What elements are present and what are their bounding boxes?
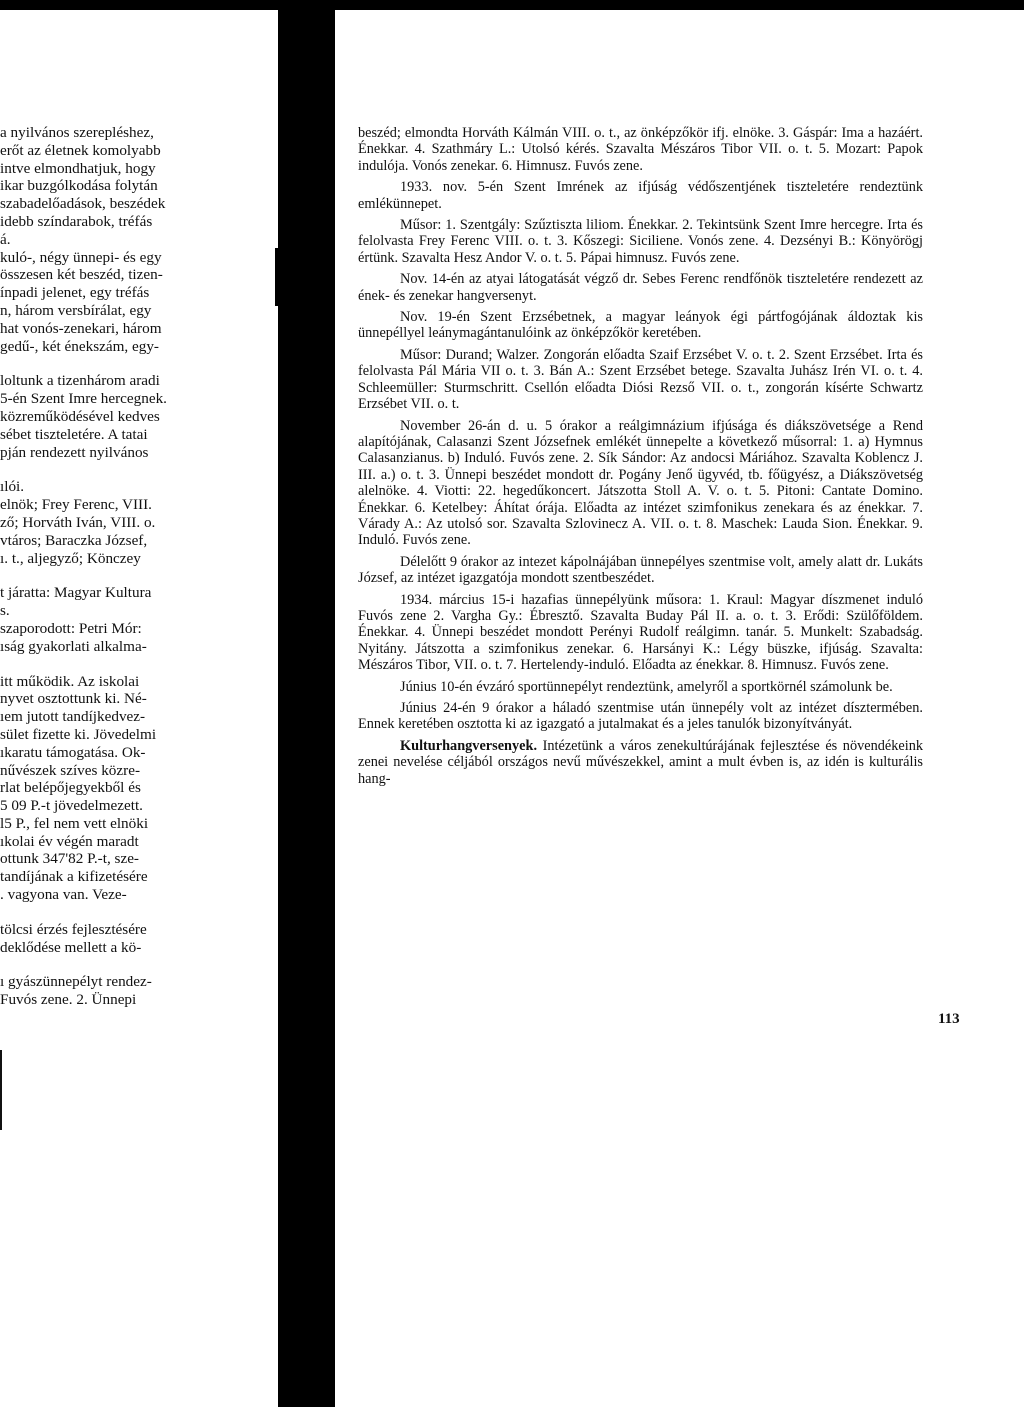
blank-line — [0, 567, 285, 584]
paragraph-text: Intézetünk a város zenekultúrájának fejlesztése és növendékeink zenei nevelése céljából országos nevű művészekkel, amint a mult évben is, az idén is kulturális hang- — [358, 737, 923, 787]
text-line: n, három versbírálat, egy — [0, 301, 152, 319]
left-page-text — [0, 124, 285, 1009]
text-line: vtáros; Baraczka József, — [0, 531, 148, 549]
paragraph: Műsor: Durand; Walzer. Zongorán előadta Szaif Erzsébet V. o. t. 2. Szent Erzsébet. Irta és felolvasta Pál Mária VII o. t. 3. Bán A.: Szent Erzsébet betege. Szavalta Juhász Irén VI. o. t. 4. Schleemüller: Sturmschritt. Csellón előadta Diósi Rezső VII. o. t., zongorán kísérte Schwartz Erzsébet VII. o. t. — [358, 346, 923, 413]
blank-line — [0, 956, 285, 973]
text-line: ıem jutott tandíjkedvez- — [0, 708, 146, 726]
text-line: ikar buzgólkodása folytán — [0, 177, 158, 195]
text-line: l5 P., fel nem vett elnöki — [0, 814, 149, 832]
paragraph: Nov. 19-én Szent Erzsébetnek, a magyar leányok égi pártfogójának áldoztak kis ünnepéllyel leánymagántanulóink az önképzőkör keretében. — [358, 309, 923, 342]
blank-line — [0, 904, 285, 921]
text-line: 5 09 P.-t jövedelmezett. — [0, 797, 143, 815]
text-line: ottunk 347'82 P.-t, sze- — [0, 850, 139, 868]
page-number: 113 — [938, 1011, 960, 1027]
left-page — [0, 0, 278, 1407]
text-line: ínpadi jelenet, egy tréfás — [0, 284, 150, 302]
text-line: 5-én Szent Imre hercegnek. — [0, 390, 167, 408]
text-line: ı. t., aljegyző; Könczey — [0, 549, 141, 567]
paragraph: November 26-án d. u. 5 órakor a reálgimnázium ifjúsága és diákszövetsége a Rend alapítójának, Calasanzi Szent Józsefnek emlékét ünnepelte a következő műsorral: 1. a) Hymnus Calasanzianus. b) Induló. Fuvós zene. 2. Sík Sándor: Az andocsi Máriához. Szavalta Koblencz J. III. a.) o. t. 3. Ünnepi beszédet mondott dr. Pogány Jenő ügyvéd, tb. főügyész, a Diákszövetség alelnöke. 4. Viotti: 22. hegedűkoncert. Játszotta Stoll A. V. o. t. 5. Pitoni: Cantate Domino. Énekkar. 6. Ketelbey: Áhítat órája. Előadta az intézet szimfonikus zenekara és az énekkar. 7. Várady A.: Az utolsó sor. Szavalta Szlovinecz A. VII. o. t. 8. Maschek: Lauda Sion. Énekkar. 9. Induló. Fuvós zene. — [358, 417, 923, 549]
paragraph: Műsor: 1. Szentgály: Szűztiszta liliom. Énekkar. 2. Tekintsünk Szent Imre hercegre. Irta és felolvasta Frey Ferenc VIII. o. t. 3. Kőszegi: Siciliene. Vonós zene. 4. Dezsényi B.: Könyörögj értünk. Szavalta Hesz Andor V. o. t. 5. Pápai himnusz. Fuvós zene. — [358, 217, 923, 266]
text-line: á. — [0, 230, 11, 248]
text-line: . vagyona van. Veze- — [0, 886, 127, 904]
text-line: közreműködésével kedves — [0, 407, 160, 425]
paragraph: 1933. nov. 5-én Szent Imrének az ifjúság védőszentjének tiszteletére rendeztünk emlékünnepet. — [358, 179, 923, 212]
text-line: gedű-, két énekszám, egy- — [0, 337, 159, 355]
text-line: tölcsi érzés fejlesztésére — [0, 920, 147, 938]
text-line: kuló-, négy ünnepi- és egy — [0, 248, 162, 266]
text-line: itt működik. Az iskolai — [0, 672, 140, 690]
text-line: nyvet osztottunk ki. Né- — [0, 690, 147, 708]
text-line: ző; Horváth Iván, VIII. o. — [0, 513, 156, 531]
text-line: idebb színdarabok, tréfás — [0, 212, 153, 230]
paragraph: Június 24-én 9 órakor a háladó szentmise után ünnepély volt az intézet dísztermében. Ennek keretében osztotta ki az igazgató a jutalmakat és a jeles tanulók bizonyítványát. — [358, 700, 923, 733]
text-line: intve elmondhatjuk, hogy — [0, 159, 156, 177]
text-line: s. — [0, 602, 10, 620]
text-line: pján rendezett nyilvános — [0, 443, 149, 461]
text-line: szabadelőadások, beszédek — [0, 195, 166, 213]
text-line: nűvészek szíves közre- — [0, 761, 141, 779]
text-line: elnök; Frey Ferenc, VIII. — [0, 496, 152, 514]
text-line: hat vonós-zenekari, három — [0, 319, 162, 337]
text-line: erőt az életnek komolyabb — [0, 141, 161, 159]
text-line: rlat belépőjegyekből és — [0, 779, 141, 797]
text-line: szaporodott: Petri Mór: — [0, 619, 142, 637]
text-line: loltunk a tizenhárom aradi — [0, 372, 160, 390]
page-edge-line — [0, 1050, 2, 1130]
paragraph — [358, 738, 923, 787]
text-line: sébet tiszteletére. A tatai — [0, 425, 148, 443]
paragraph: Nov. 14-én az atyai látogatását végző dr. Sebes Ferenc rendfőnök tiszteletére rendezett az ének- és zenekar hangversenyt. — [358, 271, 923, 304]
text-line: sület fizette ki. Jövedelmi — [0, 725, 157, 743]
text-line: Fuvós zene. 2. Ünnepi — [0, 991, 137, 1009]
text-line: összesen két beszéd, tizen- — [0, 266, 163, 284]
paragraph: beszéd; elmondta Horváth Kálmán VIII. o. t., az önképzőkör ifj. elnöke. 3. Gáspár: Ima a hazáért. Énekkar. 4. Szathmáry L.: Utolsó kérés. Szavalta Mészáros Tibor VII. o. t. 5. Mozart: Papok indulója. Vonós zenekar. 6. Himnusz. Fuvós zene. — [358, 125, 923, 174]
blank-line — [0, 355, 285, 372]
text-line: tandíjának a kifizetésére — [0, 868, 148, 886]
paragraph: Június 10-én évzáró sportünnepélyt rendeztünk, amelyről a sportkörnél számolunk be. — [400, 678, 893, 695]
paragraph: Délelőtt 9 órakor az intezet kápolnájában ünnepélyes szentmise volt, amely alatt dr. Lukáts József, az intézet igazgatója mondott szentbeszédet. — [358, 553, 923, 587]
right-page-text — [358, 125, 923, 787]
top-scan-border — [0, 0, 1024, 10]
text-line: ıkolai év végén maradt — [0, 832, 139, 850]
text-line: ılói. — [0, 478, 25, 496]
blank-line — [0, 461, 285, 478]
scan-shadow-lower — [278, 880, 292, 995]
paragraph: 1934. március 15-i hazafias ünnepélyünk műsora: 1. Kraul: Magyar díszmenet induló Fuvós zene 2. Vargha Gy.: Ébresztő. Szavalta Buday Pál II. a. o. t. 3. Erődi: Szülőföldem. Énekkar. 4. Ünnepi beszédet mondott Perényi Rudolf reálgimn. tanár. 5. Munkelt: Szabadság. Nyitány. Játszotta a szimfonikus zenekar. 6. Harsányi K.: Légy büszke, ifjúság. Szavalta: Mészáros Tibor, VII. o. t. 7. Hertelendy-induló. Előadta az énekkar. 8. Himnusz. Fuvós zene. — [358, 591, 923, 674]
text-line: ı gyászünnepélyt rendez- — [0, 973, 152, 991]
scan-shadow — [275, 248, 281, 306]
section-heading: Kulturhangversenyek. — [400, 737, 538, 754]
text-line: ıkaratu támogatása. Ok- — [0, 743, 146, 761]
text-line: ıság gyakorlati alkalma- — [0, 637, 147, 655]
text-line: t járatta: Magyar Kultura — [0, 584, 152, 602]
text-line: a nyilvános szerepléshez, — [0, 124, 154, 141]
text-line: deklődése mellett a kö- — [0, 938, 142, 956]
blank-line — [0, 656, 285, 673]
